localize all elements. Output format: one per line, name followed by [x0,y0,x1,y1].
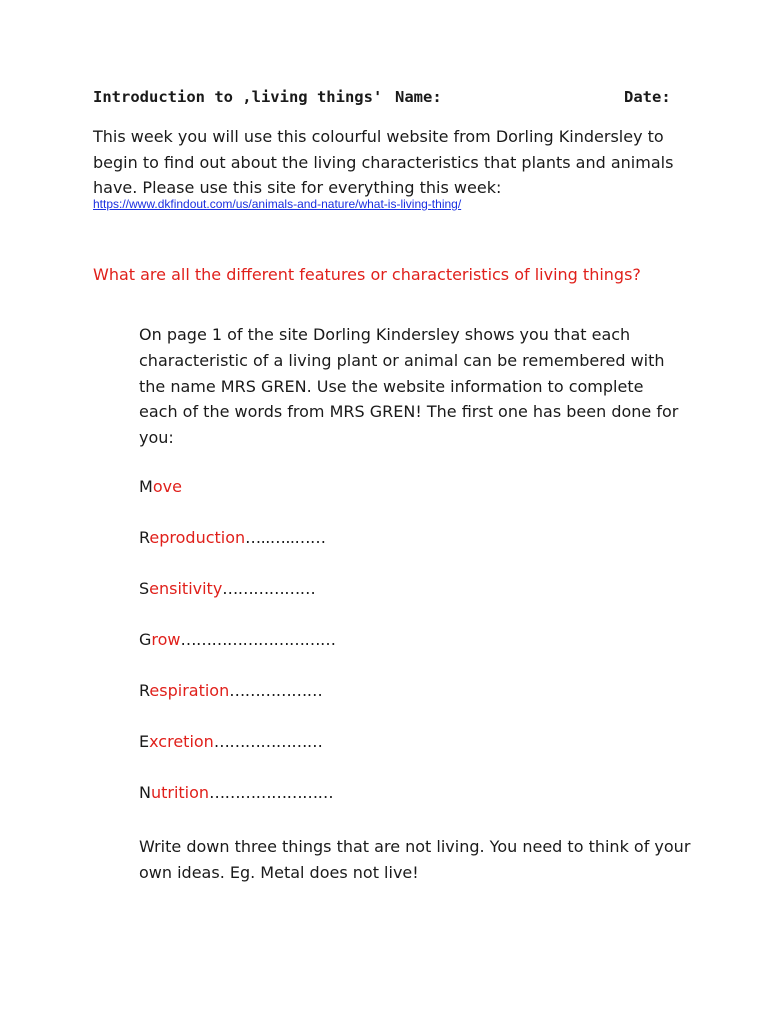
item-dots: ……………… [222,579,316,598]
item-initial: S [139,579,150,598]
item-initial: R [139,528,150,547]
mrs-gren-item-excretion [139,732,322,751]
worksheet-header [93,88,683,114]
item-dots: …………………… [209,783,334,802]
item-rest: espiration [149,681,230,700]
final-task-paragraph: Write down three things that are not living. You need to think of your own ideas. Eg. Metal does not live! [139,837,691,882]
question-heading: What are all the different features or characteristics of living things? [93,265,641,284]
mrs-gren-item-respiration [139,681,322,700]
item-rest: ensitivity [149,579,223,598]
item-dots: …..…..…… [245,528,326,547]
item-dots: ……………… [229,681,323,700]
mrs-gren-item-move [139,477,182,496]
mrs-gren-item-grow [139,630,336,649]
item-initial: N [139,783,151,802]
item-rest: row [151,630,181,649]
item-initial: G [139,630,152,649]
instructions-paragraph: On page 1 of the site Dorling Kindersley shows you that each characteristic of a living plant or animal can be remembered with the name MRS GREN. Use the website information to complete each of the words from MRS GREN! The first one has been done for you: [139,325,679,448]
item-initial: R [139,681,150,700]
item-rest: eproduction [149,528,246,547]
name-label: Name: [395,88,442,106]
intro-text: This week you will use this colourful website from Dorling Kindersley to begin to find out about the living characteristics that plants and animals have. Please use this site for everything this week: [93,127,674,197]
intro-paragraph [93,124,693,201]
dkfindout-link[interactable]: https://www.dkfindout.com/us/animals-and-nature/what-is-living-thing/ [93,197,462,211]
item-rest: utrition [150,783,210,802]
mrs-gren-item-nutrition [139,783,333,802]
worksheet-title: Introduction to ‚living things' [93,88,383,106]
item-dots: ………………………… [180,630,336,649]
item-rest: ove [152,477,182,496]
mrs-gren-item-reproduction [139,528,326,547]
item-initial: E [139,732,150,751]
mrs-gren-item-sensitivity [139,579,315,598]
item-rest: xcretion [149,732,214,751]
item-initial: M [139,477,153,496]
item-dots: ………………… [213,732,323,751]
date-label: Date: [624,88,671,106]
